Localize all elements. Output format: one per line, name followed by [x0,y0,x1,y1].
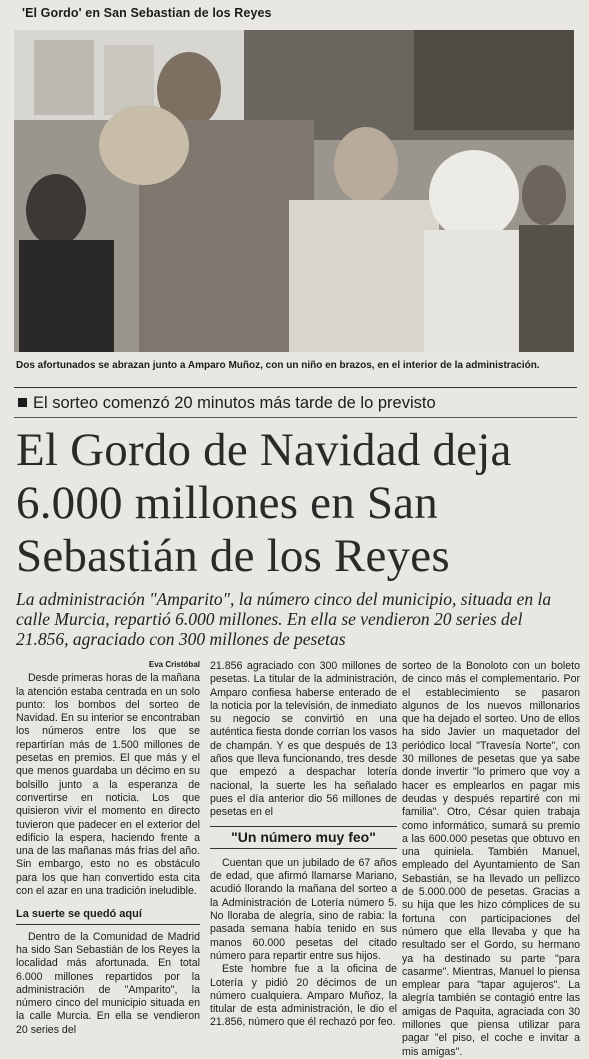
section-subtitle: La suerte se quedó aquí [16,908,200,924]
subhead: La administración "Amparito", la número cinco del municipio, situada en la calle Murcia, repartió 6.000 millones. En ella se vendieron 20 series del 21.856, agraciado con 300 millones de pesetas [16,589,552,649]
paragraph: 21.856 agraciado con 300 millones de pesetas. La titular de la administración, Amparo confiesa haberse enterado de la noticia por la televisión, de inmediato su negocio se convirtió en una auténtica fiesta donde corrían los vasos de champán. Y es que después de 13 años que lleva funcionando, tres desde que empezó a despachar lotería nacional, la suerte les ha señalado pues el día anterior dio 56 millones de pesetas en el [210,660,397,819]
headline-line: Sebastián de los Reyes [16,530,450,582]
headline [16,424,586,583]
headline-line: El Gordo de Navidad deja [16,424,512,476]
section-tag: 'El Gordo' en San Sebastian de los Reyes [22,6,272,20]
box-title: "Un número muy feo" [210,826,397,849]
paragraph: Desde primeras horas de la mañana la atención estaba centrada en un solo punto: los bombos del sorteo de Navidad. En su interior se encontraban los números entre los que se repartirían más de 1.500 millones de pesetas en premios. El que más y el que menos guardaba un décimo en su bolsillo junto a la esperanza de convertirse en noticia. Los que quisieron vivir el momento en directo tuvieron que padecer en el exterior del edificio la espera, haciendo frente a una de las mañanas más frías del año. Sin embargo, esto no es obstáculo para los que han convertido esta cita con el azar en una tradición ineludible. [16,672,200,898]
column-1 [16,658,200,1037]
paragraph: Dentro de la Comunidad de Madrid ha sido San Sebastián de los Reyes la localidad más afortunada. En total 6.000 millones repartidos por la administración de "Amparito", la número cinco del municipio situada en la calle Murcia. En ella se vendieron 20 series del [16,930,200,1036]
column-3 [402,660,580,1059]
news-photo [14,30,574,352]
kicker [18,394,436,413]
photo-caption: Dos afortunados se abrazan junto a Amparo Muñoz, con un niño en brazos, en el interior de la administración. [16,360,540,371]
paragraph: sorteo de la Bonoloto con un boleto de cinco más el complementario. Por el establecimiento se pasaron algunos de los nuevos millonarios que ha dejado el sorteo. Uno de ellos ha sido Javier un maquetador del periódico local "Travesía Norte", con 30 millones de pesetas que ya sabe donde invertir "lo primero que voy a hacer es emplearlos en pagar mis deudas y después repartiré con mi familia". Otro, César quien trabaja como informático, sumará su premio a las 600.000 pesetas que obtuvo en una quiniela. También Manuel, empleado del Ayuntamiento de San Sebastián, se ha llevado un pellizco de 5.000.000 de pesetas. Gracias a su hija que les hizo cómplices de su fortuna con participaciones del número que ella llevaba y que ha resultado ser el Gordo, su hermano ya ha destinado su parte "para casarme". Mientras, Manuel lo piensa emplear para "tapar agujeros". La alegría también se contagió entre las amigas de Paquita, agraciada con 30 millones que piensa utilizar para pagar "el piso, el coche e invitar a mis amigas". [402,660,580,1058]
paragraph: Cuentan que un jubilado de 67 años de edad, que afirmó llamarse Mariano, acudió llorando la mañana del sorteo a la Administración de Lotería número 5. No lloraba de alegría, sino de rabia: la pasada semana había tenido en sus manos 60.000 pesetas del citado número para repartir entre sus hijos. [210,856,397,962]
box-body [210,857,397,1030]
divider [14,387,577,388]
headline-line: 6.000 millones en San [16,477,438,529]
column-2 [210,660,397,1030]
divider [14,417,577,418]
bullet-square-icon [18,398,27,407]
byline: Eva Cristóbal [148,660,200,669]
paragraph: Este hombre fue a la oficina de Lotería y pidió 20 décimos de un número cualquiera. Amparo Muñoz, la titular de esta administración, le dio el 21.856, número que él rechazó por feo. [210,963,397,1029]
kicker-text: El sorteo comenzó 20 minutos más tarde de lo previsto [33,394,436,412]
